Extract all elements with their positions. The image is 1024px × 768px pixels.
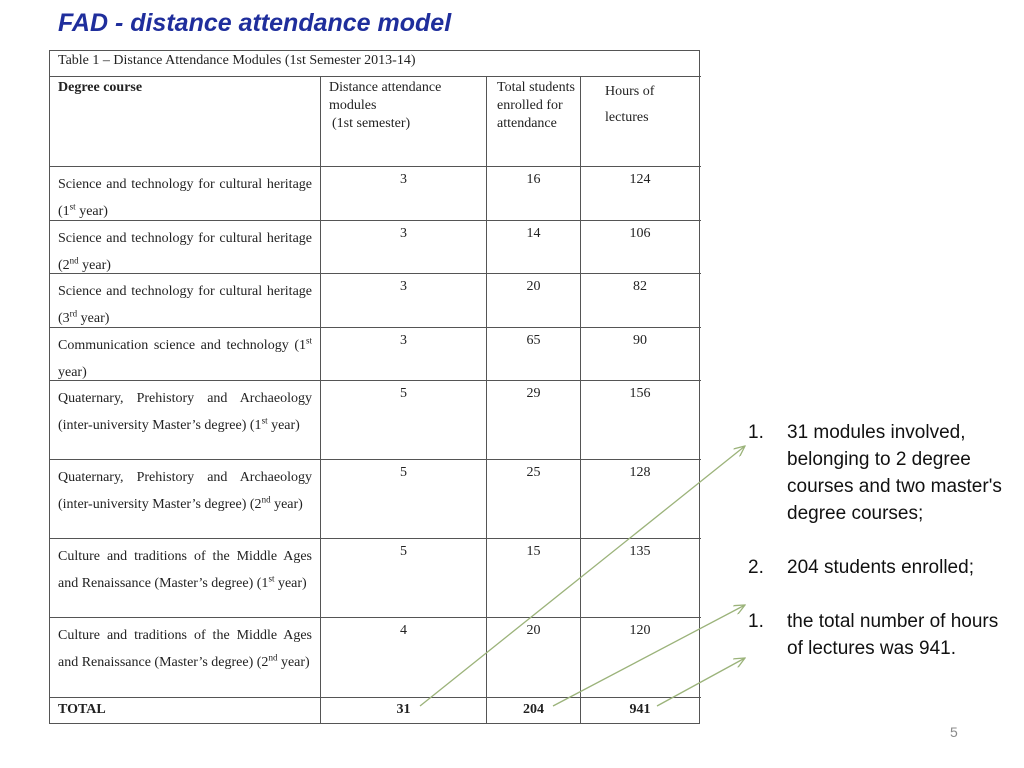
header-degree-course: Degree course	[50, 77, 321, 166]
note-number: 2.	[748, 557, 764, 578]
modules-cell: 3	[321, 274, 487, 327]
hours-cell: 90	[633, 333, 647, 348]
note-number: 1.	[748, 422, 764, 443]
notes-list	[748, 419, 1018, 662]
students-cell: 25	[487, 460, 581, 538]
arrow-hours	[657, 658, 745, 706]
header-hours: Hours of lectures	[605, 84, 655, 125]
total-modules: 31	[321, 698, 487, 723]
note-text: the total number of hours of lectures was 941.	[787, 611, 999, 659]
arrow-modules	[420, 446, 745, 706]
hours-cell: 128	[629, 465, 651, 480]
course-cell: Science and technology for cultural heritage (2nd year)	[50, 221, 321, 273]
modules-cell: 3	[321, 221, 487, 273]
course-cell: Culture and traditions of the Middle Ages and Renaissance (Master’s degree) (2nd year)	[50, 618, 321, 697]
note-text: 31 modules involved, belonging to 2 degree courses and two master's degree courses;	[787, 422, 1002, 524]
course-cell: Quaternary, Prehistory and Archaeology (inter-university Master’s degree) (2nd year)	[50, 460, 321, 538]
table-caption: Table 1 – Distance Attendance Modules (1st Semester 2013-14)	[50, 51, 701, 77]
modules-cell: 3	[321, 167, 487, 220]
total-hours: 941	[629, 702, 651, 717]
note-number: 1.	[748, 611, 764, 632]
slide-title: FAD - distance attendance model	[58, 9, 452, 37]
students-cell: 20	[487, 274, 581, 327]
header-modules-sub: (1st semester)	[332, 116, 411, 131]
total-label: TOTAL	[50, 698, 321, 723]
slide-number: 5	[950, 724, 958, 740]
course-cell: Culture and traditions of the Middle Ages and Renaissance (Master’s degree) (1st year)	[50, 539, 321, 617]
course-cell: Communication science and technology (1st year)	[50, 328, 321, 380]
course-cell: Science and technology for cultural heritage (1st year)	[50, 167, 321, 220]
hours-cell: 106	[629, 226, 651, 241]
note-item	[748, 419, 1018, 527]
modules-cell: 3	[321, 328, 487, 380]
arrow-students	[553, 605, 745, 706]
hours-cell: 82	[633, 279, 647, 294]
header-students: Total students enrolled for attendance	[487, 77, 581, 166]
course-cell: Science and technology for cultural heritage (3rd year)	[50, 274, 321, 327]
header-modules-label: Distance attendance modules	[329, 80, 442, 113]
hours-cell: 120	[629, 623, 651, 638]
course-cell: Quaternary, Prehistory and Archaeology (inter-university Master’s degree) (1st year)	[50, 381, 321, 459]
students-cell: 29	[487, 381, 581, 459]
note-item	[748, 554, 1018, 581]
hours-cell: 135	[629, 544, 651, 559]
modules-cell: 5	[321, 460, 487, 538]
students-cell: 16	[487, 167, 581, 220]
hours-cell: 156	[629, 386, 651, 401]
note-text: 204 students enrolled;	[787, 557, 974, 578]
students-cell: 14	[487, 221, 581, 273]
students-cell: 65	[487, 328, 581, 380]
students-cell: 20	[487, 618, 581, 697]
modules-cell: 5	[321, 539, 487, 617]
students-cell: 15	[487, 539, 581, 617]
modules-cell: 5	[321, 381, 487, 459]
hours-cell: 124	[629, 172, 651, 187]
note-item	[748, 608, 1018, 662]
modules-cell: 4	[321, 618, 487, 697]
total-students: 204	[487, 698, 581, 723]
